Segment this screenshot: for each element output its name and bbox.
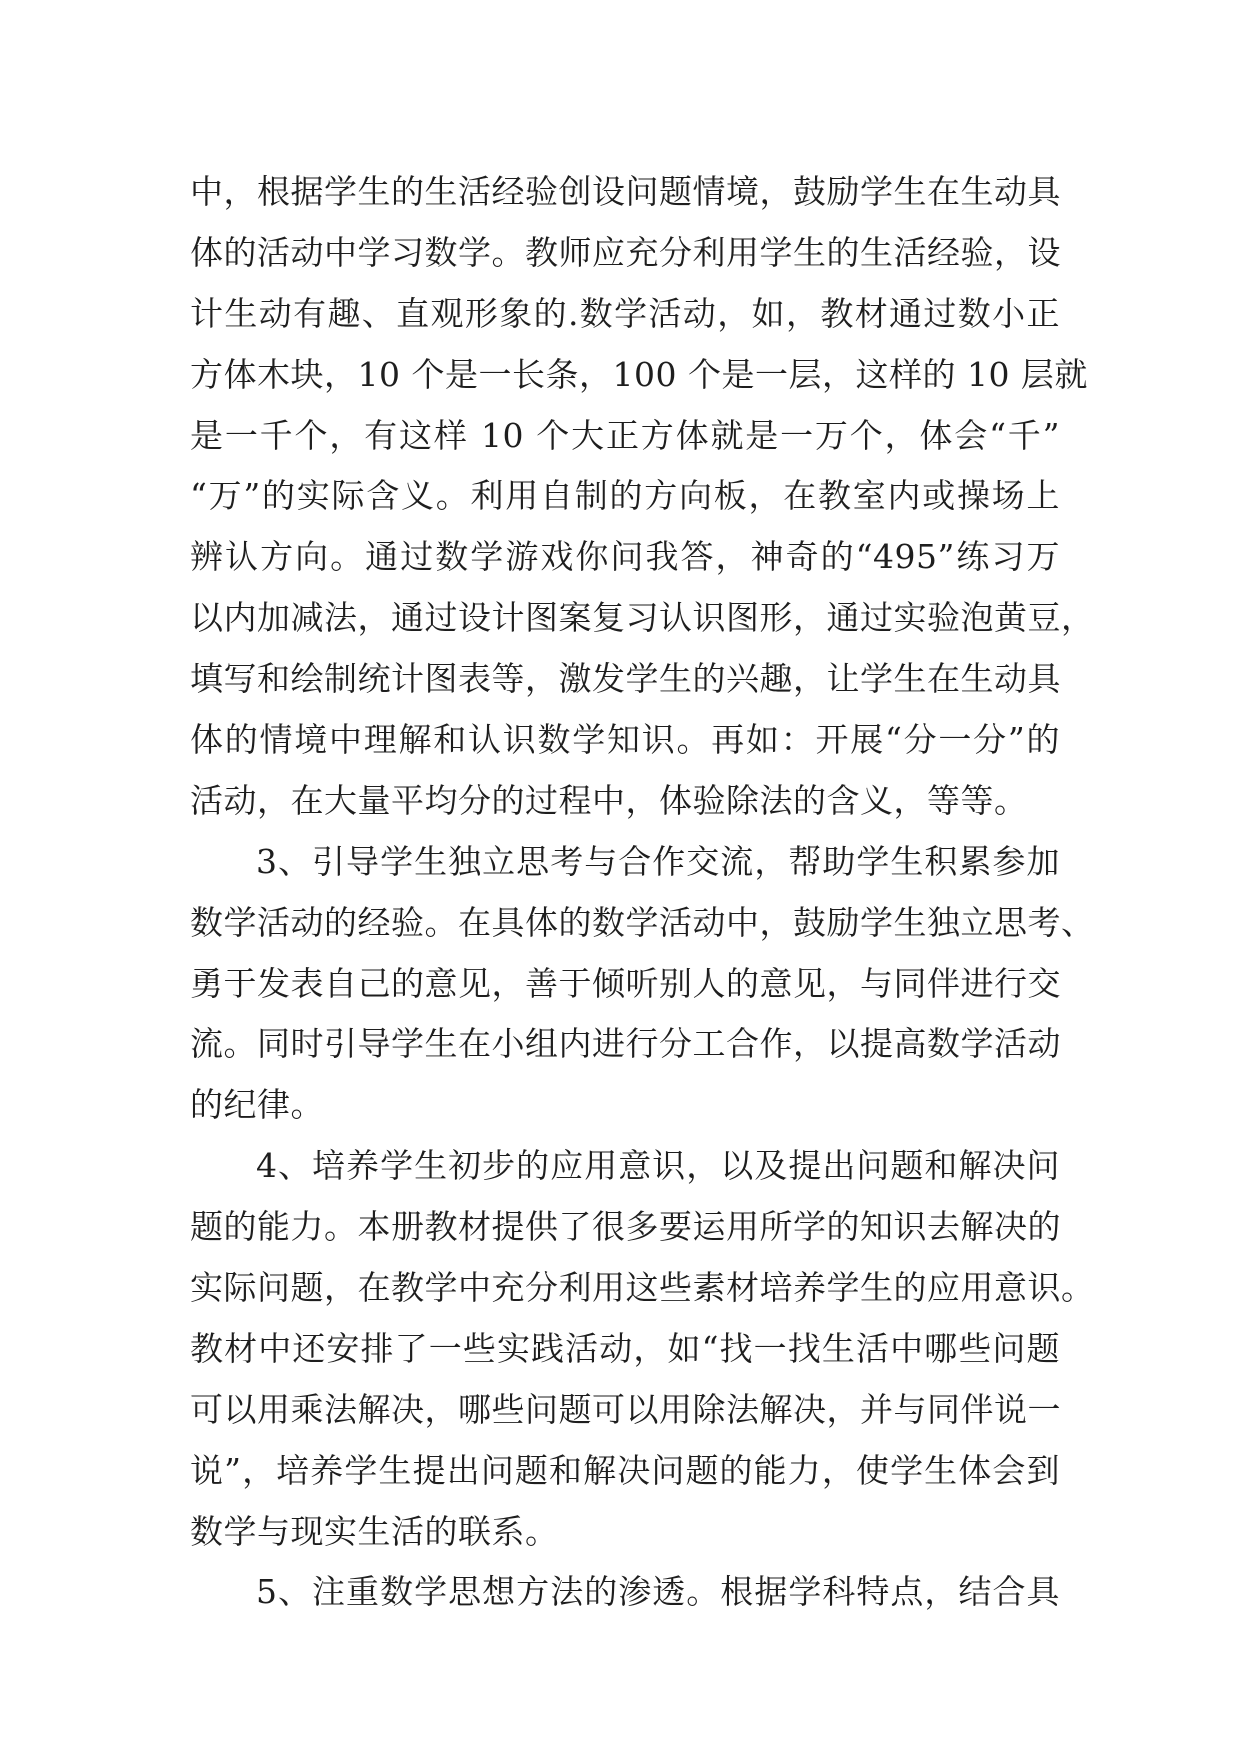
text-line: 教材中还安排了一些实践活动，如“找一找生活中哪些问题: [190, 1328, 1060, 1368]
text-line: 体的情境中理解和认识数学知识。再如：开展“分一分”的: [190, 720, 1060, 760]
paragraph-4-first-line: 4、培养学生初步的应用意识，以及提出问题和解决问: [256, 1146, 1060, 1186]
text-line: 流。同时引导学生在小组内进行分工合作，以提高数学活动: [190, 1024, 1061, 1064]
body-text: [190, 162, 1095, 1623]
text-line: 勇于发表自己的意见，善于倾听别人的意见，与同伴进行交: [190, 963, 1061, 1003]
text-line: 的纪律。: [190, 1085, 324, 1125]
text-line: “万”的实际含义。利用自制的方向板，在教室内或操场上: [190, 476, 1060, 516]
text-line: 实际问题，在教学中充分利用这些素材培养学生的应用意识。: [190, 1268, 1095, 1308]
text-line: 填写和绘制统计图表等，激发学生的兴趣，让学生在生动具: [190, 659, 1061, 699]
paragraph-5-first-line: 5、注重数学思想方法的渗透。根据学科特点，结合具: [256, 1572, 1060, 1612]
text-line: 说”，培养学生提出问题和解决问题的能力，使学生体会到: [190, 1450, 1060, 1490]
text-line: 辨认方向。通过数学游戏你问我答，神奇的“495”练习万: [190, 537, 1060, 577]
text-line: 计生动有趣、直观形象的.数学活动，如，教材通过数小正: [190, 293, 1060, 333]
text-line: 中，根据学生的生活经验创设问题情境，鼓励学生在生动具: [190, 172, 1061, 211]
text-line: 数学与现实生活的联系。: [190, 1511, 559, 1551]
text-line: 可以用乘法解决，哪些问题可以用除法解决，并与同伴说一: [190, 1389, 1061, 1429]
text-line: 以内加减法，通过设计图案复习认识图形，通过实验泡黄豆，: [190, 598, 1095, 638]
text-line: 活动，在大量平均分的过程中，体验除法的含义，等等。: [190, 780, 1028, 820]
text-line: 方体木块，10 个是一长条，100 个是一层，这样的 10 层就: [190, 354, 1088, 394]
text-line: 题的能力。本册教材提供了很多要运用所学的知识去解决的: [190, 1207, 1061, 1247]
text-line: 数学活动的经验。在具体的数学活动中，鼓励学生独立思考、: [190, 902, 1095, 942]
text-line: 是一千个，有这样 10 个大正方体就是一万个，体会“千”: [190, 415, 1060, 455]
text-line: 体的活动中学习数学。教师应充分利用学生的生活经验，设: [190, 232, 1061, 272]
paragraph-3-first-line: 3、引导学生独立思考与合作交流，帮助学生积累参加: [256, 841, 1060, 881]
